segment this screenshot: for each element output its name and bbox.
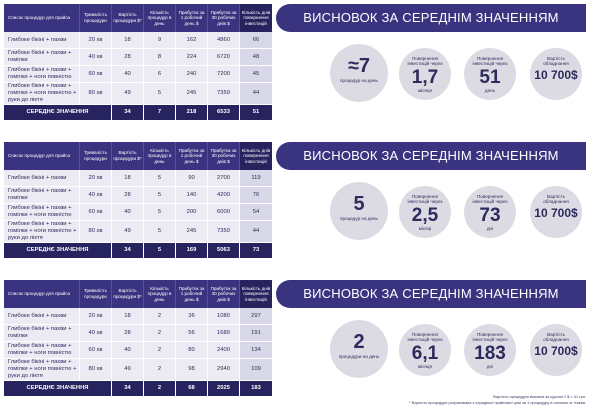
- footnote-exchange-rate: Вартість процедури вказана за курсом 1 $ = 41 грн.: [493, 394, 586, 399]
- cell-duration: 80 хв: [80, 221, 112, 243]
- header-duration: Тривалість процедури: [80, 280, 112, 308]
- cell-profit-30: 1080: [208, 308, 240, 325]
- cell-profit-30: 7200: [208, 66, 240, 83]
- avg-profit-30: 5063: [208, 243, 240, 258]
- avg-profit-30: 6533: [208, 105, 240, 120]
- cell-profit-day: 200: [176, 204, 208, 221]
- table-row: [4, 187, 272, 204]
- cell-profit-day: 245: [176, 221, 208, 243]
- cell-price: 18: [112, 170, 144, 187]
- payback-months-unit: місяці: [418, 225, 432, 231]
- avg-price: 34: [112, 105, 144, 120]
- cell-per-day: 2: [144, 342, 176, 359]
- procedures-per-day-caption: процедури на день: [338, 354, 380, 359]
- cell-per-day: 5: [144, 187, 176, 204]
- procedures-table: [4, 280, 272, 396]
- cell-price: 18: [112, 32, 144, 49]
- cell-procedure: Глибоке бікіні + пахви + гомілки + ноги повністю: [4, 342, 80, 359]
- cell-payback: 76: [240, 187, 272, 204]
- cell-profit-30: 7350: [208, 83, 240, 105]
- cell-procedure: Глибоке бікіні + пахви + гомілки + ноги повністю + руки до ліктя: [4, 221, 80, 243]
- procedures-per-day-circle: [330, 44, 388, 102]
- table-row: [4, 325, 272, 342]
- header-price: Вартість процедури $*: [112, 4, 144, 32]
- avg-profit-30: 2025: [208, 381, 240, 396]
- cell-duration: 40 хв: [80, 187, 112, 204]
- payback-days-top: Повернення інвестицій через: [472, 56, 508, 67]
- header-profit-30-days: Прибуток за 30 робочих днів $: [208, 280, 240, 308]
- header-profit-per-day: Прибуток за 1 робочий день $: [176, 280, 208, 308]
- payback-months-value: 1,7: [411, 66, 439, 88]
- cell-profit-day: 36: [176, 308, 208, 325]
- procedures-per-day-caption: процедур на день: [340, 78, 378, 83]
- payback-days-unit: дні: [486, 363, 494, 369]
- table-header-row: [4, 280, 272, 308]
- cell-price: 49: [112, 83, 144, 105]
- table-row: [4, 83, 272, 105]
- payback-days-unit: дні: [486, 225, 494, 231]
- cell-profit-30: 4860: [208, 32, 240, 49]
- cell-profit-day: 90: [176, 170, 208, 187]
- procedures-table: [4, 4, 272, 120]
- avg-profit-day: 169: [176, 243, 208, 258]
- avg-payback: 183: [240, 381, 272, 396]
- cell-price: 28: [112, 325, 144, 342]
- procedures-per-day-circle: [330, 320, 388, 378]
- payback-months-top: Повернення інвестицій через: [407, 332, 443, 343]
- cell-duration: 40 хв: [80, 325, 112, 342]
- average-row: [4, 105, 272, 120]
- payback-months-unit: місяця: [417, 363, 433, 369]
- cell-profit-30: 2700: [208, 170, 240, 187]
- cell-payback: 297: [240, 308, 272, 325]
- payback-months-top: Повернення інвестицій через: [407, 194, 443, 205]
- table-row: [4, 204, 272, 221]
- avg-per-day: 7: [144, 105, 176, 120]
- cell-payback: 44: [240, 83, 272, 105]
- procedures-per-day-value: ≈7: [347, 55, 371, 77]
- avg-payback: 73: [240, 243, 272, 258]
- payback-days-circle: [464, 324, 516, 376]
- cell-profit-30: 4200: [208, 187, 240, 204]
- header-profit-30-days: Прибуток за 30 робочих днів $: [208, 142, 240, 170]
- cell-procedure: Глибоке бікіні + пахви: [4, 170, 80, 187]
- footnote-price-source: * Вартість процедури розрахована з середньої прайсової ціни за 1 процедуру в салонах м. Києва.: [409, 400, 586, 405]
- cell-per-day: 2: [144, 359, 176, 381]
- table-row: [4, 170, 272, 187]
- header-procedures-per-day: Кількість процедур в день: [144, 280, 176, 308]
- procedures-per-day-value: 5: [353, 193, 365, 215]
- average-row: [4, 381, 272, 396]
- cell-profit-day: 56: [176, 325, 208, 342]
- equipment-cost-circle: [530, 186, 582, 238]
- header-price: Вартість процедури $*: [112, 142, 144, 170]
- cell-procedure: Глибоке бікіні + пахви + гомілки + ноги повністю: [4, 66, 80, 83]
- equipment-cost-value: 10 700$: [534, 343, 578, 358]
- avg-per-day: 5: [144, 243, 176, 258]
- header-profit-30-days: Прибуток за 30 робочих днів $: [208, 4, 240, 32]
- table-row: [4, 221, 272, 243]
- cell-payback: 54: [240, 204, 272, 221]
- cell-profit-day: 140: [176, 187, 208, 204]
- cell-price: 40: [112, 66, 144, 83]
- cell-per-day: 2: [144, 325, 176, 342]
- procedures-per-day-value: 2: [353, 331, 365, 353]
- cell-procedure: Глибоке бікіні + пахви + гомілки + ноги повністю + руки до ліктя: [4, 359, 80, 381]
- equipment-cost-top: Вартість обладнання: [543, 332, 569, 343]
- cell-payback: 44: [240, 221, 272, 243]
- cell-price: 40: [112, 204, 144, 221]
- table-row: [4, 66, 272, 83]
- cell-per-day: 5: [144, 221, 176, 243]
- cell-per-day: 6: [144, 66, 176, 83]
- cell-payback: 48: [240, 49, 272, 66]
- cell-procedure: Глибоке бікіні + пахви + гомілки: [4, 187, 80, 204]
- header-payback-days: Кількість днів повернення інвестицій: [240, 280, 272, 308]
- cell-profit-day: 98: [176, 359, 208, 381]
- avg-profit-day: 218: [176, 105, 208, 120]
- payback-months-value: 2,5: [411, 204, 439, 226]
- header-payback-days: Кількість днів повернення інвестицій: [240, 142, 272, 170]
- payback-days-value: 183: [474, 342, 506, 364]
- equipment-cost-circle: [530, 48, 582, 100]
- cell-profit-30: 1680: [208, 325, 240, 342]
- cell-duration: 60 хв: [80, 342, 112, 359]
- table-row: [4, 308, 272, 325]
- header-procedure-list: Список процедур для прайса: [4, 142, 80, 170]
- header-profit-per-day: Прибуток за 1 робочий день $: [176, 4, 208, 32]
- avg-payback: 51: [240, 105, 272, 120]
- cell-profit-30: 2940: [208, 359, 240, 381]
- cell-per-day: 8: [144, 49, 176, 66]
- payback-months-value: 6,1: [411, 342, 439, 364]
- cell-duration: 20 хв: [80, 308, 112, 325]
- cell-profit-day: 224: [176, 49, 208, 66]
- average-row: [4, 243, 272, 258]
- cell-profit-day: 240: [176, 66, 208, 83]
- payback-months-top: Повернення інвестицій через: [407, 56, 443, 67]
- header-procedures-per-day: Кількість процедур в день: [144, 142, 176, 170]
- cell-price: 28: [112, 187, 144, 204]
- cell-per-day: 5: [144, 83, 176, 105]
- avg-per-day: 2: [144, 381, 176, 396]
- procedures-table: [4, 142, 272, 258]
- cell-duration: 80 хв: [80, 83, 112, 105]
- payback-days-unit: день: [484, 87, 496, 93]
- cell-profit-day: 80: [176, 342, 208, 359]
- equipment-cost-value: 10 700$: [534, 67, 578, 82]
- avg-profit-day: 68: [176, 381, 208, 396]
- procedures-per-day-circle: [330, 182, 388, 240]
- cell-profit-day: 245: [176, 83, 208, 105]
- cell-per-day: 9: [144, 32, 176, 49]
- header-payback-days: Кількість днів повернення інвестицій: [240, 4, 272, 32]
- equipment-cost-top: Вартість обладнання: [543, 194, 569, 205]
- payback-days-circle: [464, 48, 516, 100]
- cell-procedure: Глибоке бікіні + пахви: [4, 308, 80, 325]
- table-row: [4, 342, 272, 359]
- cell-procedure: Глибоке бікіні + пахви + гомілки + ноги повністю + руки до ліктя: [4, 83, 80, 105]
- cell-price: 18: [112, 308, 144, 325]
- table-header-row: [4, 4, 272, 32]
- header-procedures-per-day: Кількість процедур в день: [144, 4, 176, 32]
- equipment-cost-top: Вартість обладнання: [543, 56, 569, 67]
- average-label: СЕРЕДНЄ ЗНАЧЕННЯ: [4, 105, 112, 120]
- cell-payback: 66: [240, 32, 272, 49]
- cell-procedure: Глибоке бікіні + пахви + гомілки: [4, 325, 80, 342]
- header-price: Вартість процедури $*: [112, 280, 144, 308]
- cell-procedure: Глибоке бікіні + пахви + гомілки + ноги повністю: [4, 204, 80, 221]
- cell-profit-30: 2400: [208, 342, 240, 359]
- cell-profit-30: 7350: [208, 221, 240, 243]
- cell-payback: 191: [240, 325, 272, 342]
- cell-per-day: 5: [144, 204, 176, 221]
- cell-procedure: Глибоке бікіні + пахви: [4, 32, 80, 49]
- cell-payback: 134: [240, 342, 272, 359]
- procedures-per-day-caption: процедур на день: [340, 216, 378, 221]
- avg-price: 34: [112, 381, 144, 396]
- payback-days-value: 51: [479, 66, 501, 88]
- cell-per-day: 2: [144, 308, 176, 325]
- table-row: [4, 32, 272, 49]
- payback-days-circle: [464, 186, 516, 238]
- header-duration: Тривалість процедури: [80, 142, 112, 170]
- payback-days-value: 73: [479, 204, 501, 226]
- cell-duration: 60 хв: [80, 204, 112, 221]
- payback-months-circle: [399, 324, 451, 376]
- table-row: [4, 359, 272, 381]
- header-procedure-list: Список процедур для прайса: [4, 280, 80, 308]
- header-profit-per-day: Прибуток за 1 робочий день $: [176, 142, 208, 170]
- cell-price: 28: [112, 49, 144, 66]
- average-label: СЕРЕДНЄ ЗНАЧЕННЯ: [4, 381, 112, 396]
- cell-per-day: 5: [144, 170, 176, 187]
- payback-months-circle: [399, 48, 451, 100]
- cell-profit-30: 6720: [208, 49, 240, 66]
- cell-duration: 20 хв: [80, 170, 112, 187]
- cell-payback: 109: [240, 359, 272, 381]
- cell-duration: 60 хв: [80, 66, 112, 83]
- cell-price: 40: [112, 342, 144, 359]
- cell-profit-day: 162: [176, 32, 208, 49]
- cell-payback: 119: [240, 170, 272, 187]
- table-row: [4, 49, 272, 66]
- cell-price: 49: [112, 221, 144, 243]
- cell-procedure: Глибоке бікіні + пахви + гомілки: [4, 49, 80, 66]
- cell-profit-30: 6000: [208, 204, 240, 221]
- equipment-cost-value: 10 700$: [534, 205, 578, 220]
- payback-months-circle: [399, 186, 451, 238]
- cell-duration: 20 хв: [80, 32, 112, 49]
- payback-days-top: Повернення інвестицій через: [472, 194, 508, 205]
- header-procedure-list: Список процедур для прайса: [4, 4, 80, 32]
- average-label: СЕРЕДНЄ ЗНАЧЕННЯ: [4, 243, 112, 258]
- equipment-cost-circle: [530, 324, 582, 376]
- cell-price: 49: [112, 359, 144, 381]
- conclusion-banner: ВИСНОВОК ЗА СЕРЕДНІМ ЗНАЧЕННЯМ: [276, 4, 586, 32]
- payback-days-top: Повернення інвестицій через: [472, 332, 508, 343]
- header-duration: Тривалість процедури: [80, 4, 112, 32]
- payback-months-unit: місяця: [417, 87, 433, 93]
- cell-payback: 45: [240, 66, 272, 83]
- cell-duration: 40 хв: [80, 49, 112, 66]
- cell-duration: 80 хв: [80, 359, 112, 381]
- conclusion-banner: ВИСНОВОК ЗА СЕРЕДНІМ ЗНАЧЕННЯМ: [276, 142, 586, 170]
- table-header-row: [4, 142, 272, 170]
- avg-price: 34: [112, 243, 144, 258]
- conclusion-banner: ВИСНОВОК ЗА СЕРЕДНІМ ЗНАЧЕННЯМ: [276, 280, 586, 308]
